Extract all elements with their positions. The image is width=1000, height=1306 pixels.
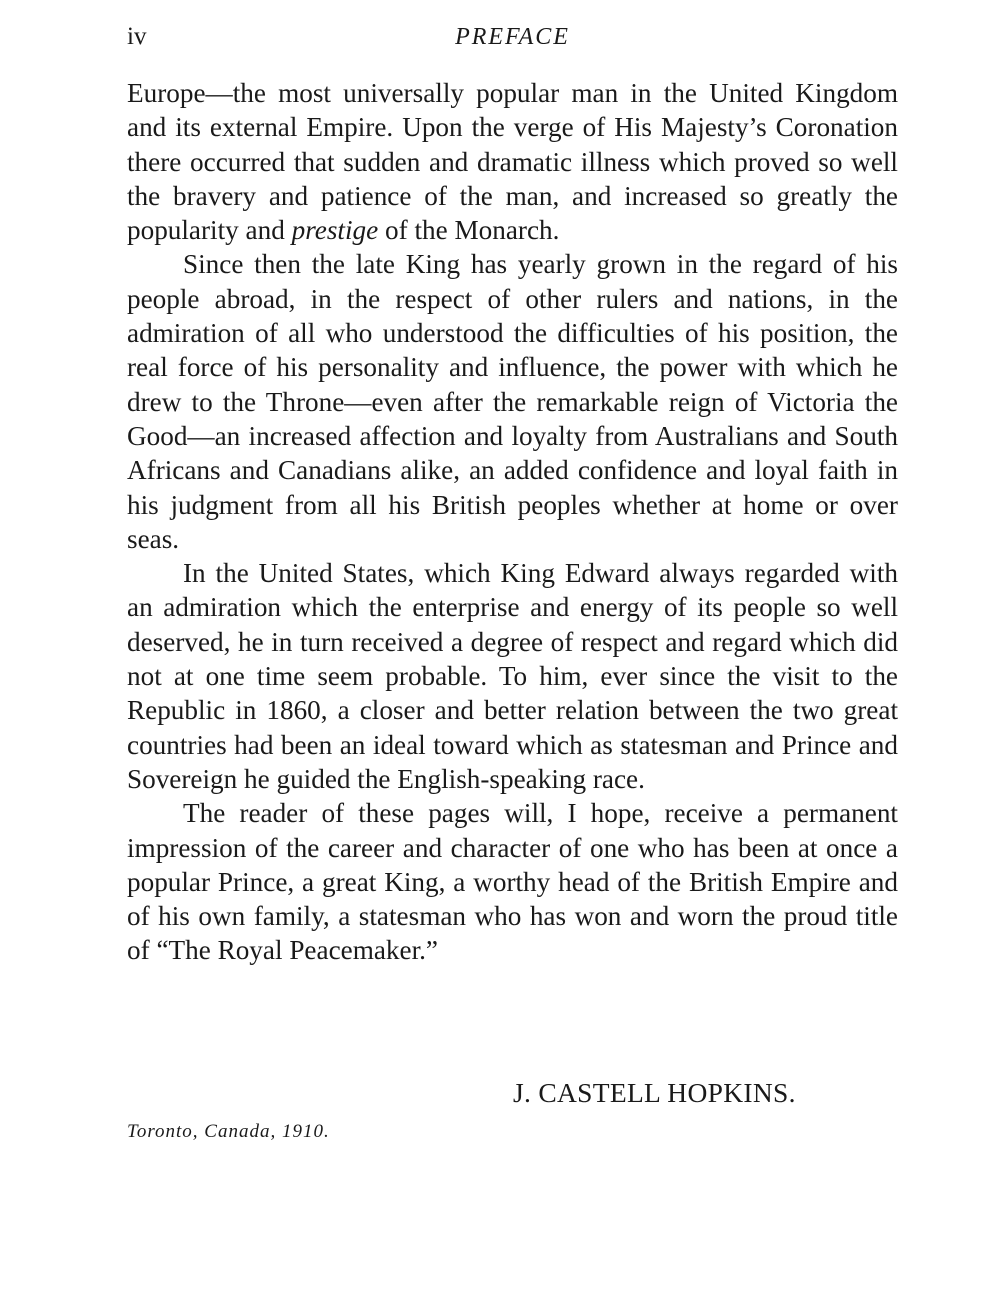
page-number: iv <box>127 23 147 50</box>
paragraph-1-end: of the Monarch. <box>378 215 560 246</box>
running-title: PREFACE <box>455 24 570 50</box>
dateline: Toronto, Canada, 1910. <box>127 1121 330 1142</box>
paragraph-1 <box>127 76 898 247</box>
author-signature: J. CASTELL HOPKINS. <box>513 1077 796 1108</box>
running-head <box>127 20 898 54</box>
preface-body <box>127 76 898 968</box>
paragraph-1-text: Europe—the most universally popular man in the United Kingdom and its external Empire. Upon the verge of His Majesty’s Coronation there occurred that sudden and dramatic illness which proved so well the bravery and patience of the man, and increased so greatly the popularity and <box>127 78 898 246</box>
paragraph-4: The reader of these pages will, I hope, receive a permanent impression of the career and character of one who has been at once a popular Prince, a great King, a worthy head of the British Empire and of his own family, a statesman who has won and worn the proud title of “The Royal Peacemaker.” <box>127 798 898 966</box>
paragraph-3: In the United States, which King Edward always regarded with an admiration which the enterprise and energy of its people so well deserved, he in turn received a degree of respect and regard which did not at one time seem probable. To him, ever since the visit to the Republic in 1860, a closer and better relation between the two great countries had been an ideal toward which as statesman and Prince and Sovereign he guided the English-speaking race. <box>127 558 898 794</box>
paragraph-2: Since then the late King has yearly grown in the regard of his people abroad, in the respect of other rulers and nations, in the admiration of all who understood the difficulties of his position, the real force of his personality and influence, the power with which he drew to the Throne—even after the remarkable reign of Victoria the Good—an increased affection and loyalty from Australians and South Africans and Canadians alike, an added confidence and loyal faith in his judgment from all his British peoples whether at home or over seas. <box>127 249 898 554</box>
emphasis-prestige: prestige <box>291 215 379 246</box>
